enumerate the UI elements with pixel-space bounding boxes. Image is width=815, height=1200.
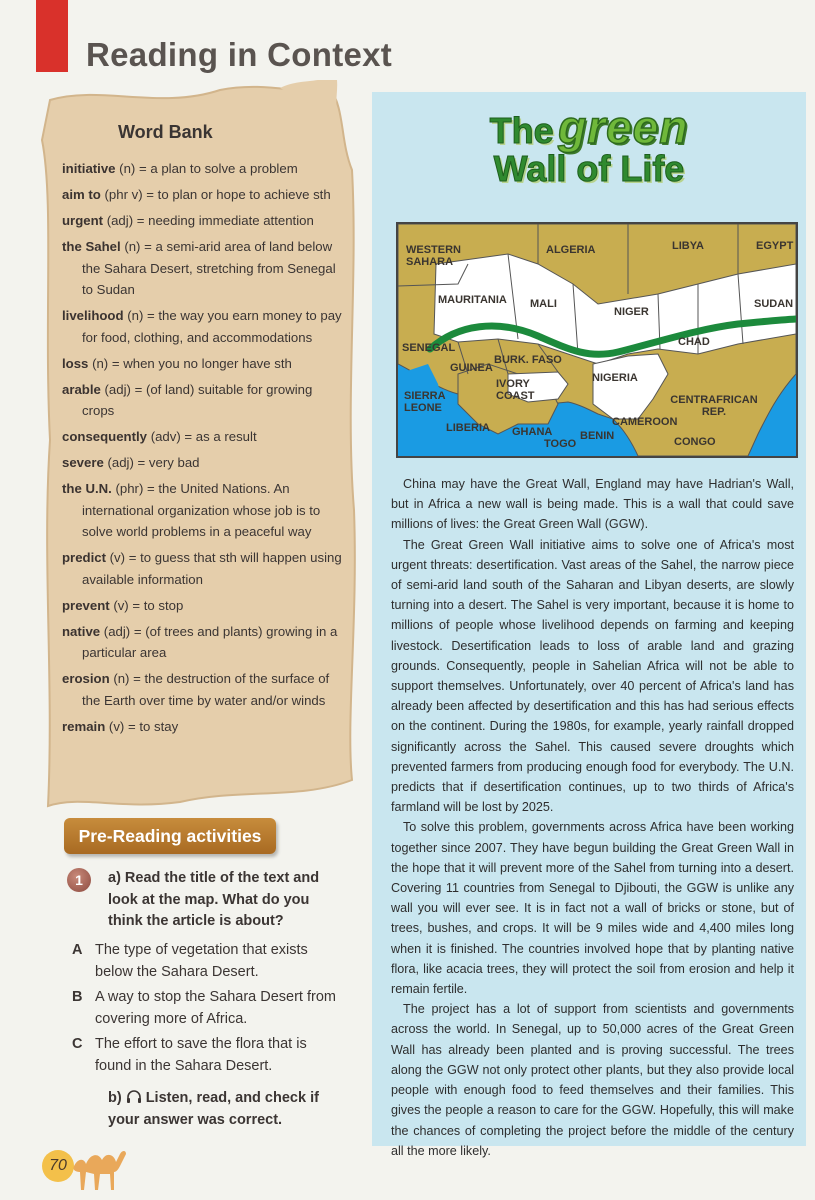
entry-pos: (adj) [107, 455, 134, 470]
map-label-sierra-leone: SIERRA LEONE [404, 390, 446, 414]
entry-definition: = the United Nations. An international organization whose job is to solve world problems in a peaceful way [82, 481, 321, 539]
article-paragraph: The project has a lot of support from scientists and governments across the world. In Senegal, up to 50,000 acres of the Great Green Wall has already been planted and is proving successful. The trees along the GGW not only protect other plants, but they also provide local people with enough food to feed themselves and their families. This gives the people a reason to care for the GGW. Hopefully, this will make the chances of completing the project before the middle of the century all the more likely. [391, 1002, 794, 1158]
camel-icon [70, 1136, 130, 1192]
entry-pos: (n) [119, 161, 136, 176]
map-label-guinea: GUINEA [450, 362, 493, 374]
word-bank-entry [62, 426, 347, 448]
entry-term: urgent [62, 213, 104, 228]
entry-pos: (n) [127, 308, 144, 323]
title-the: The [489, 110, 554, 151]
entry-pos: (n) [124, 239, 141, 254]
option-text: The effort to save the flora that is found in the Sahara Desert. [95, 1036, 307, 1074]
word-bank-entry [62, 478, 347, 543]
question-b [108, 1088, 348, 1131]
question-b-text: Listen, read, and check if your answer was correct. [108, 1090, 319, 1128]
entry-term: prevent [62, 597, 110, 613]
pre-reading-badge: Pre-Reading activities [64, 818, 276, 854]
entry-pos: (adj) [103, 623, 131, 639]
option-text: A way to stop the Sahara Desert from covering more of Africa. [95, 989, 336, 1027]
word-bank-entry [62, 668, 347, 711]
map-label-benin: BENIN [580, 430, 615, 442]
question-a-text: a) Read the title of the text and look at the map. What do you think the article is about? [108, 870, 320, 929]
entry-definition: = very bad [137, 455, 200, 470]
option-letter: A [72, 942, 83, 958]
entry-term: remain [62, 718, 106, 734]
entry-definition: = as a result [184, 429, 257, 444]
entry-pos: (v) [109, 550, 126, 565]
map-label-congo: CONGO [674, 436, 716, 448]
map-label-chad: CHAD [678, 336, 710, 348]
word-bank-title: Word Bank [118, 122, 213, 142]
entry-definition: = to stay [127, 718, 179, 734]
option-letter: C [72, 1036, 83, 1052]
entry-definition: = the destruction of the surface of the Earth over time by water and/or winds [82, 671, 330, 708]
map-label-libya: LIBYA [672, 240, 704, 252]
word-bank-entry [62, 379, 347, 422]
map-label-niger: NIGER [614, 306, 649, 318]
word-bank-entry [62, 158, 347, 180]
entry-term: consequently [62, 429, 148, 444]
map-label-mauritania: MAURITANIA [438, 294, 507, 306]
map-label-cameroon: CAMEROON [612, 416, 678, 428]
entry-pos: (adj) [106, 213, 134, 228]
word-bank-entry [62, 716, 347, 738]
map-label-ghana: GHANA [512, 426, 553, 438]
entry-definition: = (of land) suitable for growing crops [82, 381, 313, 418]
entry-definition: = a semi-arid area of land below the Sahara Desert, stretching from Senegal to Sudan [82, 239, 336, 297]
map-label-ivory-coast: IVORY COAST [496, 378, 535, 402]
word-bank-entry [62, 353, 347, 375]
map-label-liberia: LIBERIA [446, 422, 490, 434]
word-bank-entry [62, 547, 347, 590]
article-paragraph: The Great Green Wall initiative aims to solve one of Africa's most urgent threats: desertification. Vast areas of the Sahel, the narrow piece of semi-arid land south of the Saharan and Libyan deserts, are slowly turning into a desert. The Sahel is very important, because it is home to millions of people whose livelihood depends on farming and keeping livestock. Desertification leads to loss of arable land and grazing grounds. Consequently, people in Sahelian Africa will not be able to support themselves. Unfortunately, over 40 percent of Africa's land has already been affected by desertification and this has had serious effects on the continent. During the 1980s, for example, yearly rainfall dropped significantly across the Sahel. This caused severe droughts which prevented farmers from producing enough food for everybody. The U.N. predicts that if desertification continues, up to two thirds of Africa's farmland will be lost by 2025. [391, 537, 794, 815]
answer-options [72, 940, 337, 1081]
article-paragraph: To solve this problem, governments across Africa have been working together since 2007. They have begun building the Great Green Wall in the hope that it will prevent more of the Sahel from turning into a desert. Covering 11 countries from Senegal to Djibouti, the GGW is unlike any wall you will ever see. It is in fact not a wall of bricks or stone, but of trees, bushes, and crops. It will be 9 miles wide and 4,400 miles long when it is finished. The countries involved hope that by planting native flora, like acacia trees, they will protect the soil from erosion and help it remain fertile. [391, 820, 794, 997]
entry-definition: = needing immediate attention [136, 213, 314, 228]
map-label-central-african-rep: CENTRAFRICAN REP. [670, 394, 758, 418]
map-label-algeria: ALGERIA [546, 244, 596, 256]
title-green: green [558, 101, 689, 153]
word-bank-entry [62, 236, 347, 301]
answer-option[interactable] [72, 940, 337, 983]
map-label-burkina-faso: BURK. FASO [494, 354, 562, 366]
page-number: 70 [42, 1150, 74, 1182]
entry-definition: = (of trees and plants) growing in a particular area [82, 623, 338, 660]
entry-pos: (adv) [150, 429, 181, 444]
word-bank-entry [62, 210, 347, 232]
word-bank-entry [62, 184, 347, 206]
entry-definition: = when you no longer have sth [111, 355, 292, 371]
entry-term: livelihood [62, 308, 124, 323]
entry-pos: (phr v) [104, 187, 143, 202]
entry-term: native [62, 623, 101, 639]
page-title: Reading in Context [86, 36, 393, 73]
entry-definition: = a plan to solve a problem [138, 161, 298, 176]
entry-term: aim to [62, 187, 101, 202]
article-title [372, 100, 806, 190]
entry-pos: (v) [113, 597, 129, 613]
entry-term: severe [62, 455, 104, 470]
entry-term: initiative [62, 161, 116, 176]
africa-map [396, 222, 798, 458]
word-bank-entry [62, 452, 347, 474]
entry-pos: (adj) [104, 381, 131, 397]
map-label-togo: TOGO [544, 438, 577, 450]
entry-pos: (v) [108, 718, 125, 734]
entry-term: the Sahel [62, 239, 121, 254]
title-wall-of-life: Wall of Life [493, 148, 685, 189]
option-text: The type of vegetation that exists below the Sahara Desert. [95, 942, 308, 980]
map-label-sudan: SUDAN [754, 298, 794, 310]
article-paragraph: China may have the Great Wall, England may have Hadrian's Wall, but in Africa a new wall is being made. This is a wall that could save millions of lives: the Great Green Wall (GGW). [391, 477, 794, 532]
article-body [391, 474, 794, 1161]
entry-definition: = to stop [132, 597, 184, 613]
entry-term: loss [62, 355, 89, 371]
entry-term: arable [62, 381, 101, 397]
red-header-tab [36, 0, 68, 72]
answer-option[interactable] [72, 987, 337, 1030]
map-label-mali: MALI [530, 298, 557, 310]
entry-pos: (n) [92, 355, 109, 371]
entry-definition: = to plan or hope to achieve sth [146, 187, 331, 202]
entry-pos: (n) [113, 671, 130, 686]
entry-term: erosion [62, 671, 110, 686]
word-bank-entry [62, 621, 347, 664]
headphones-icon [126, 1089, 142, 1103]
answer-option[interactable] [72, 1034, 337, 1077]
entry-pos: (phr) [115, 481, 144, 496]
option-letter: B [72, 989, 83, 1005]
entry-definition: = the way you earn money to pay for food, clothing, and accommodations [82, 308, 342, 345]
map-label-western-sahara: WESTERN SAHARA [406, 244, 461, 268]
question-b-prefix: b) [108, 1090, 122, 1106]
map-label-egypt: EGYPT [756, 240, 794, 252]
entry-definition: = to guess that sth will happen using available information [82, 550, 342, 587]
word-bank-entry [62, 595, 347, 617]
word-bank-entry [62, 305, 347, 348]
map-label-senegal: SENEGAL [402, 342, 456, 354]
entry-term: the U.N. [62, 481, 112, 496]
question-number-badge: 1 [67, 868, 91, 892]
entry-term: predict [62, 550, 106, 565]
word-bank-list [62, 158, 347, 742]
map-label-nigeria: NIGERIA [592, 372, 638, 384]
